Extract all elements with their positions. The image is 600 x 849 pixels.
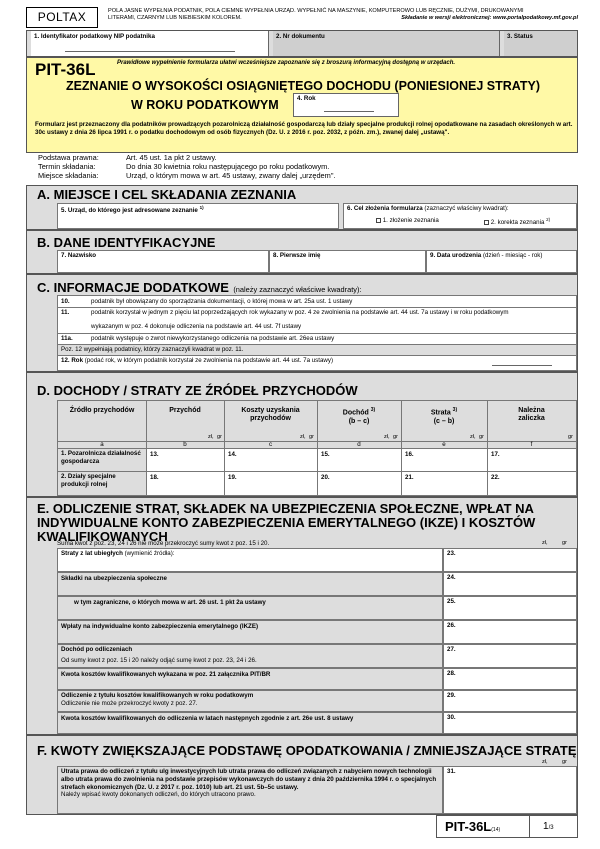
section-e: E. ODLICZENIE STRAT, SKŁADEK NA UBEZPIECZENIA SPOŁECZNE, WPŁAT NA INDYWIDUALNE KONTO ZABEZPIECZENIA EMERYTALNEGO (IKZE) I KOSZTÓW KWALIFIKOWANYCH Suma kwot z poz. 23, 24 i 26 nie może przekroczyć sumy kwot z poz. 15 i 20. zł, gr Straty z lat ubiegłych (wymienić źródła): 23. Składki na ubezpieczenia społeczne 24. w tym zagraniczne, o których mowa w art. 26 ust. 1 pkt 2a ustawy 25. Wpłaty na indywidualne konto zabezpieczenia emerytalnego (IKZE) 26. Dochód po odliczeniach Od sumy kwot z poz. 15 i 20 należy odjąć sumę kwot z poz. 23, 24 i 26. 27. Kwota kosztów kwalifikowanych wykazana w poz. 21 załącznika PIT/BR 28. Odliczenie z tytułu kosztów kwalifikowanych w roku podatkowym Odliczenie nie może przekroczyć kwoty z poz. 27. 29. Kwota kosztów kwalifikowanych do odliczenia w latach następnych zgodnie z art. 26e ust. 8 ustawy 30.	[26, 497, 578, 735]
field-22[interactable]: 22.	[488, 472, 576, 495]
row-29-label: Odliczenie z tytułu kosztów kwalifikowanych w roku podatkowym Odliczenie nie może przekroczyć kwoty z poz. 27.	[57, 690, 443, 712]
field-21[interactable]: 21.	[402, 472, 487, 495]
section-a-title: A. MIEJSCE I CEL SKŁADANIA ZEZNANIA	[37, 187, 297, 202]
section-d	[26, 372, 578, 497]
section-b	[26, 230, 578, 274]
field-31[interactable]: 31.	[443, 766, 577, 814]
field-24[interactable]: 24.	[443, 572, 577, 596]
status-field: 3. Status	[504, 31, 577, 56]
field-17[interactable]: 17.	[488, 449, 576, 471]
letter-d: d	[357, 441, 361, 448]
field-29[interactable]: 29.	[443, 690, 577, 712]
legal-label-2: Termin składania:	[38, 162, 96, 171]
legal-label-1: Podstawa prawna:	[38, 153, 99, 162]
field-26[interactable]: 26.	[443, 620, 577, 644]
document-number-field: 2. Nr dokumentu	[273, 31, 500, 56]
poltax-logo: POLTAX	[26, 7, 98, 28]
field-28[interactable]: 28.	[443, 668, 577, 690]
surname-field[interactable]: 7. Nazwisko	[57, 250, 269, 273]
form-description: Formularz jest przeznaczony dla podatników prowadzących pozarolniczą działalność gospodarczą lub działy specjalne produkcji rolnej opodatkowane na zasadach określonych w art. 30c ustawy z dnia 26 lipca 1991 r. o podatku dochodowym od osób fizycznych (Dz. U. z 2016 r. poz. 2032, z późn. zm.), zwanej dalej „ustawą".	[35, 121, 573, 137]
tax-office-field[interactable]: 5. Urząd, do którego jest adresowane zeznanie $^{1)}$	[57, 203, 339, 229]
item-11a[interactable]: 11a. podatnik występuje o zwrot niewykorzystanego odliczenia na podstawie art. 26ea ustawy	[61, 335, 335, 342]
field-15[interactable]: 15.	[318, 449, 401, 471]
instruction-text: POLA JASNE WYPEŁNIA PODATNIK, POLA CIEMNE WYPEŁNIA URZĄD. WYPEŁNIĆ NA MASZYNIE, KOMPUTEROWO LUB RĘCZNIE, DUŻYMI, DRUKOWANYMI LITERAMI, CZARNYM LUB NIEBIESKIM KOLOREM. Składanie w wersji elektronicznej: www.portalpodatkowy.mf.gov.pl	[108, 8, 578, 22]
col-income-net: Dochód $^{3)}$ (b – c)	[342, 407, 376, 425]
row-23-label: Straty z lat ubiegłych (wymienić źródła):	[57, 548, 443, 572]
row-25-label: w tym zagraniczne, o których mowa w art. 26 ust. 1 pkt 2a ustawy	[57, 596, 443, 620]
field-13[interactable]: 13.	[147, 449, 224, 471]
section-b-title: B. DANE IDENTYFIKACYJNE	[37, 235, 216, 250]
warning-text: Prawidłowe wypełnienie formularza ułatwi wcześniejsze zapoznanie się z broszurą informacyjną dostępną w urzędach.	[117, 60, 456, 66]
section-e-note: Suma kwot z poz. 23, 24 i 26 nie może przekroczyć sumy kwot z poz. 15 i 20.	[57, 540, 270, 547]
section-c-box	[57, 295, 577, 371]
field-18[interactable]: 18.	[147, 472, 224, 495]
title-line2: W ROKU PODATKOWYM	[131, 98, 279, 112]
letter-e: e	[442, 441, 446, 448]
letter-a: a	[100, 441, 104, 448]
field-30[interactable]: 30.	[443, 712, 577, 734]
field-20[interactable]: 20.	[318, 472, 401, 495]
legal-basis	[26, 153, 578, 185]
section-f: F. KWOTY ZWIĘKSZAJĄCE PODSTAWĘ OPODATKOWANIA / ZMNIEJSZAJĄCE STRATĘ zł, gr Utrata prawa do odliczeń z tytułu ulg inwestycyjnych lub utrata prawa do odliczeń związanych z nabyciem nowych technologii albo utrata prawa do zwolnienia na podstawie przepisów wykonawczych do ustawy z dnia 20 października 1994 r. o specjalnych strefach ekonomicznych (Dz. U. z 2017 r. poz. 1010) lub art. 21 ust. 5b–5c ustawy. Należy wpisać kwoty dokonanych odliczeń, do których utracono prawo. 31.	[26, 735, 578, 815]
item-10[interactable]: 10. podatnik był obowiązany do sporządzania dokumentacji, o której mowa w art. 25a ust. 1 ustawy	[61, 298, 353, 305]
field-25[interactable]: 25.	[443, 596, 577, 620]
section-f-title: F. KWOTY ZWIĘKSZAJĄCE PODSTAWĘ OPODATKOWANIA / ZMNIEJSZAJĄCE STRATĘ	[37, 743, 577, 758]
purpose-option-correction[interactable]: 2. korekta zeznania $^{2)}$	[484, 217, 550, 227]
title-line1: ZEZNANIE O WYSOKOŚCI OSIĄGNIĘTEGO DOCHODU (PONIESIONEJ STRATY)	[65, 79, 541, 93]
birth-date-field[interactable]: 9. Data urodzenia (dzień - miesiąc - rok)	[426, 250, 577, 273]
poz12-note: Poz. 12 wypełniają podatnicy, którzy zaznaczyli kwadrat w poz. 11.	[58, 345, 576, 355]
item-11[interactable]: 11. podatnik korzystał w jednym z pięciu lat poprzedzających rok wykazany w poz. 4 ze zwolnienia na podstawie art. 44 ust. 7a ustawy i w roku podatkowym	[61, 309, 509, 316]
legal-value-1: Art. 45 ust. 1a pkt 2 ustawy.	[126, 153, 217, 162]
row-business-label: 1. Pozarolnicza działalność gospodarcza	[61, 450, 141, 465]
col-income: Przychód	[169, 407, 201, 414]
field-16[interactable]: 16.	[402, 449, 487, 471]
row-28-label: Kwota kosztów kwalifikowanych wykazana w poz. 21 załącznika PIT/BR	[57, 668, 443, 690]
first-name-field[interactable]: 8. Pierwsze imię	[269, 250, 426, 273]
row-31-label: Utrata prawa do odliczeń z tytułu ulg inwestycyjnych lub utrata prawa do odliczeń związanych z nabyciem nowych technologii albo utrata prawa do zwolnienia na podstawie przepisów wykonawczych do ustawy z dnia 20 października 1994 r. o specjalnych strefach ekonomicznych (Dz. U. z 2017 r. poz. 1010) lub art. 21 ust. 5b–5c ustawy. Należy wpisać kwoty dokonanych odliczeń, do których utracono prawo.	[57, 766, 443, 814]
form-code: PIT-36L	[35, 60, 96, 79]
year-field[interactable]: 4. Rok	[293, 93, 399, 117]
income-table: Źródło przychodów Przychód Koszty uzyskania przychodów Dochód $^{3)}$ (b – c) Strata $^{3)}$ (c – b) Należna zaliczka zł, gr zł, gr zł, gr zł, gr gr a b c d e f 1. Pozarolnicza działalność gospodarcza 13. 14. 15. 16. 17. 2. Działy specjalne produkcji rolnej 18. 19. 20. 21. 22.	[57, 400, 577, 496]
title-block	[26, 57, 578, 153]
purpose-option-submit[interactable]: 1. złożenie zeznania	[376, 217, 439, 225]
legal-value-3: Urząd, o którym mowa w art. 45 ustawy, zwany dalej „urzędem".	[126, 171, 336, 180]
field-27[interactable]: 27.	[443, 644, 577, 668]
row-27-label: Dochód po odliczeniach Od sumy kwot z poz. 15 i 20 należy odjąć sumę kwot z poz. 23, 24 i 26.	[57, 644, 443, 668]
year-12-field[interactable]: 12. Rok (podać rok, w którym podatnik korzystał ze zwolnienia na podstawie art. 44 ust. 7a ustawy)	[61, 357, 334, 364]
row-agri-label: 2. Działy specjalne produkcji rolnej	[61, 473, 116, 488]
nip-field[interactable]: 1. Identyfikator podatkowy NIP podatnika	[31, 31, 269, 56]
letter-f: f	[530, 441, 533, 448]
col-loss: Strata $^{3)}$ (c – b)	[430, 407, 458, 425]
field-14[interactable]: 14.	[225, 449, 317, 471]
item-11-cont: wykazanym w poz. 4 dokonuje odliczenia na podstawie art. 44 ust. 7f ustawy	[91, 323, 302, 330]
col-costs: Koszty uzyskania przychodów	[241, 407, 300, 423]
row-26-label: Wpłaty na indywidualne konto zabezpieczenia emerytalnego (IKZE)	[57, 620, 443, 644]
page-number: 1/3	[543, 821, 554, 832]
col-source: Źródło przychodów	[69, 407, 135, 414]
row-30-label: Kwota kosztów kwalifikowanych do odliczenia w latach następnych zgodnie z art. 26e ust. 8 ustawy	[57, 712, 443, 734]
section-d-title: D. DOCHODY / STRATY ZE ŹRÓDEŁ PRZYCHODÓW	[37, 383, 358, 398]
header-fields-row	[26, 30, 578, 57]
legal-label-3: Miejsce składania:	[38, 171, 99, 180]
legal-value-2: Do dnia 30 kwietnia roku następującego po roku podatkowym.	[126, 162, 330, 171]
row-24-label: Składki na ubezpieczenia społeczne	[57, 572, 443, 596]
footer-code-box	[436, 815, 578, 838]
footer-form-code: PIT-36L(14)	[445, 819, 501, 834]
purpose-field: 6. Cel złożenia formularza (zaznaczyć właściwy kwadrat): 1. złożenie zeznania 2. korekta zeznania $^{2)}$	[343, 203, 577, 229]
section-a	[26, 185, 578, 230]
section-e-title: E. ODLICZENIE STRAT, SKŁADEK NA UBEZPIECZENIA SPOŁECZNE, WPŁAT NA INDYWIDUALNE KONTO ZABEZPIECZENIA EMERYTALNEGO (IKZE) I KOSZTÓW KWALIFIKOWANYCH	[37, 501, 536, 544]
section-c	[26, 274, 578, 372]
letter-b: b	[183, 441, 187, 448]
letter-c: c	[268, 441, 273, 448]
section-c-title: C. INFORMACJE DODATKOWE (należy zaznaczyć właściwe kwadraty):	[37, 280, 362, 295]
col-advance: Należna zaliczka	[518, 407, 545, 423]
field-19[interactable]: 19.	[225, 472, 317, 495]
field-23[interactable]: 23.	[443, 548, 577, 572]
